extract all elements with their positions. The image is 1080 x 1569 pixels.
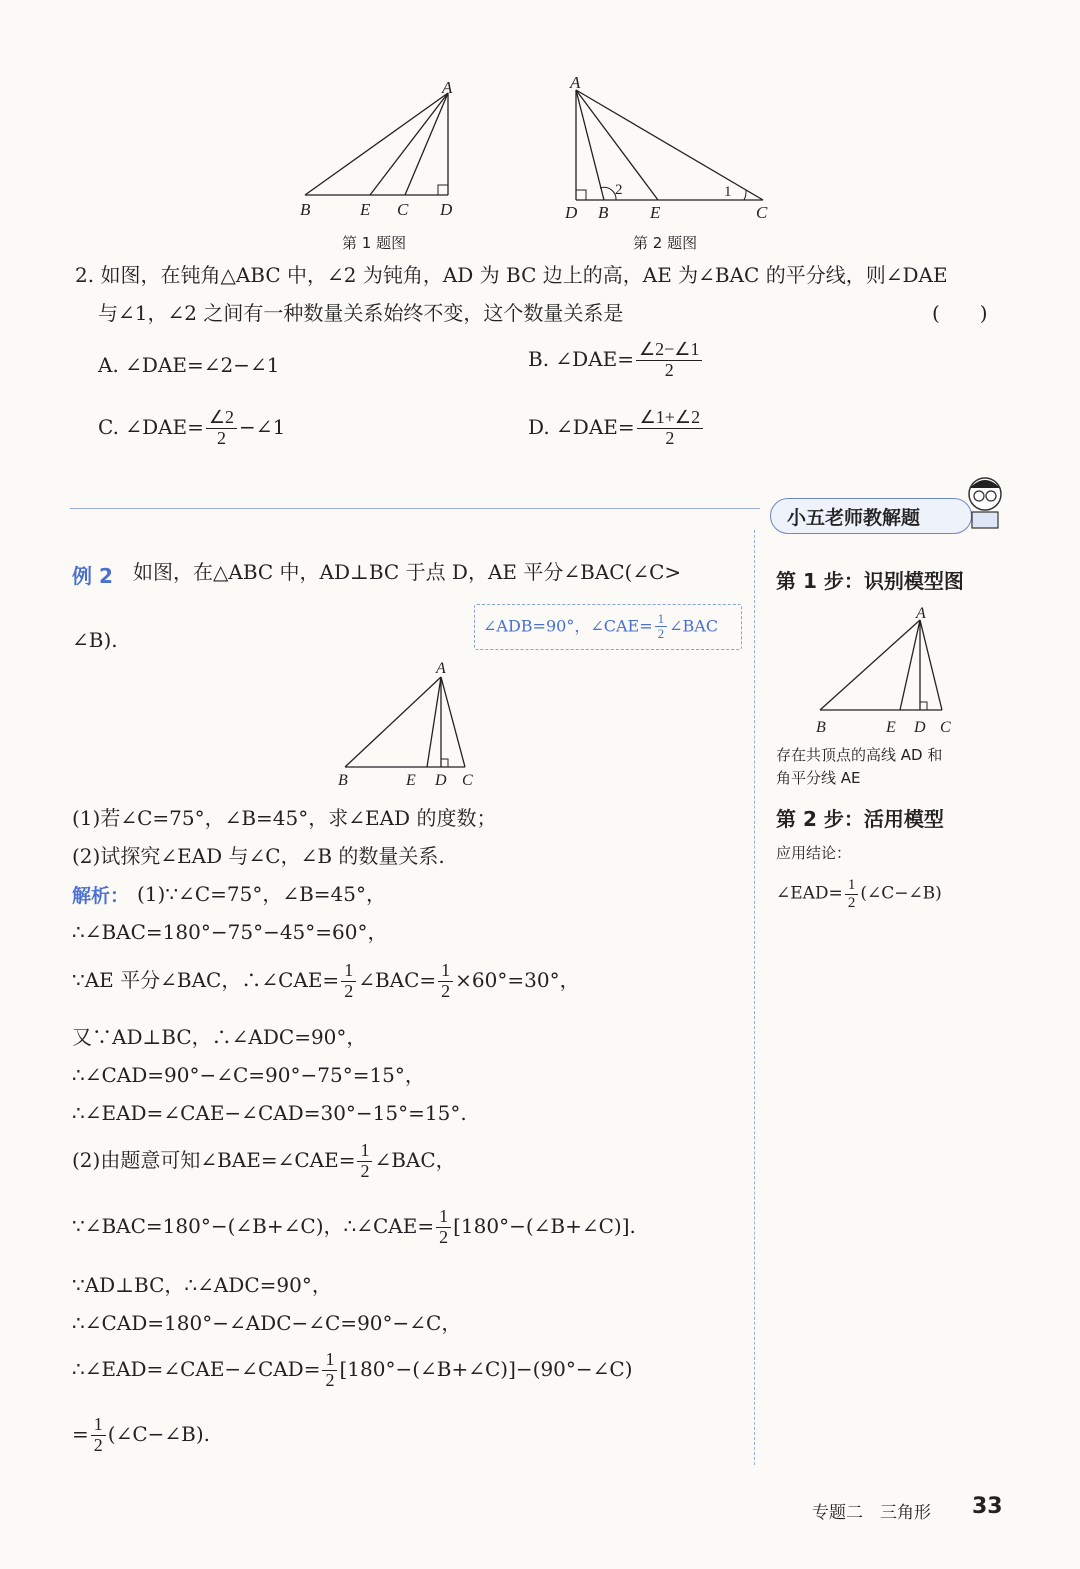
label-a: A [570, 73, 581, 92]
label-c: C [397, 200, 409, 219]
option-c: C. ∠DAE= $\frac{\angle 2}{2}$ −∠1 [98, 407, 286, 448]
figure-1 [290, 75, 470, 225]
step-1-heading: 第 1 步：识别模型图 [776, 569, 964, 593]
label-b: B [816, 719, 826, 736]
label-d: D [435, 772, 447, 789]
label-c: C [756, 203, 768, 222]
example-text-1: 如图，在△ABC 中，AD⊥BC 于点 D，AE 平分∠BAC(∠C> [133, 560, 682, 584]
example-label: 例 2 [72, 564, 113, 588]
solution-line-12: = $\frac{1}{2}$ (∠C−∠B). [72, 1414, 211, 1455]
example-figure [330, 655, 490, 795]
example-text-2: ∠B). [72, 628, 118, 652]
option-b: B. ∠DAE= $\frac{\angle 2-\angle 1}{2}$ [528, 340, 704, 381]
label-e: E [406, 772, 416, 789]
label-c: C [462, 772, 473, 789]
solution-line-9: ∵AD⊥BC，∴∠ADC=90°， [72, 1273, 332, 1297]
solution-line-3: ∵AE 平分∠BAC，∴∠CAE= $\frac{1}{2}$ ∠BAC= $\frac{1}{2}$ ×60°=30°， [72, 960, 580, 1001]
sidebar-note-2: 角平分线 AE [776, 769, 861, 787]
figure-2 [560, 72, 780, 222]
question-2-line1: 2. 如图，在钝角△ABC 中，∠2 为钝角，AD 为 BC 边上的高，AE 为∠BAC 的平分线，则∠DAE [75, 263, 948, 287]
sidebar-apply: 应用结论： [776, 844, 852, 862]
sidebar-formula: ∠EAD= $\frac{1}{2}$ (∠C−∠B) [776, 877, 942, 911]
figure-1-caption: 第 1 题图 [342, 234, 407, 252]
solution-line-8: ∵∠BAC=180°−(∠B+∠C)，∴∠CAE= $\frac{1}{2}$ [180°−(∠B+∠C)]. [72, 1206, 636, 1247]
solution-line-11: ∴∠EAD=∠CAE−∠CAD= $\frac{1}{2}$ [180°−(∠B+∠C)]−(90°−∠C) [72, 1349, 633, 1390]
label-b: B [300, 200, 311, 219]
label-c: C [940, 719, 951, 736]
label-e: E [650, 203, 661, 222]
angle-2-label: 2 [615, 182, 623, 198]
footer-section: 专题二 三角形 [812, 1503, 931, 1523]
figure-2-caption: 第 2 题图 [633, 234, 698, 252]
label-d: D [440, 200, 453, 219]
label-d: D [914, 719, 926, 736]
hint-text: ∠ADB=90°，∠CAE= $\frac{1}{2}$ ∠BAC [483, 611, 719, 642]
section-divider [70, 508, 760, 509]
answer-paren: ( ) [932, 301, 988, 325]
label-b: B [598, 203, 609, 222]
page-number: 33 [972, 1494, 1003, 1519]
label-a: A [442, 78, 453, 97]
angle-1-label: 1 [724, 184, 732, 200]
teacher-avatar [960, 472, 1010, 532]
option-a: A. ∠DAE=∠2−∠1 [98, 353, 280, 377]
option-d: D. ∠DAE= $\frac{\angle 1+\angle 2}{2}$ [528, 408, 705, 449]
solution-line-7: (2)由题意可知∠BAE=∠CAE= $\frac{1}{2}$ ∠BAC， [72, 1140, 456, 1181]
solution-line-4: 又∵AD⊥BC，∴∠ADC=90°， [72, 1025, 367, 1049]
sidebar-banner-title: 小五老师教解题 [787, 507, 921, 529]
label-d: D [565, 203, 578, 222]
solution-line-5: ∴∠CAD=90°−∠C=90°−75°=15°， [72, 1063, 425, 1087]
label-a: A [436, 660, 446, 677]
sidebar-note-1: 存在共顶点的高线 AD 和 [776, 746, 943, 764]
solution-line-1: (1)∵∠C=75°，∠B=45°， [137, 882, 386, 906]
label-b: B [338, 772, 348, 789]
sidebar-figure [800, 598, 980, 738]
solution-line-10: ∴∠CAD=180°−∠ADC−∠C=90°−∠C， [72, 1311, 462, 1335]
example-question-1: (1)若∠C=75°，∠B=45°，求∠EAD 的度数； [72, 806, 497, 830]
example-question-2: (2)试探究∠EAD 与∠C，∠B 的数量关系. [72, 844, 445, 868]
step-2-heading: 第 2 步：活用模型 [776, 807, 944, 831]
label-e: E [360, 200, 371, 219]
label-a: A [916, 605, 926, 622]
sidebar-separator [754, 530, 755, 1465]
label-e: E [886, 719, 896, 736]
solution-line-6: ∴∠EAD=∠CAE−∠CAD=30°−15°=15°. [72, 1101, 467, 1125]
solution-line-2: ∴∠BAC=180°−75°−45°=60°， [72, 920, 388, 944]
solution-label: 解析： [72, 885, 130, 907]
question-2-line2: 与∠1，∠2 之间有一种数量关系始终不变，这个数量关系是 [98, 301, 624, 325]
